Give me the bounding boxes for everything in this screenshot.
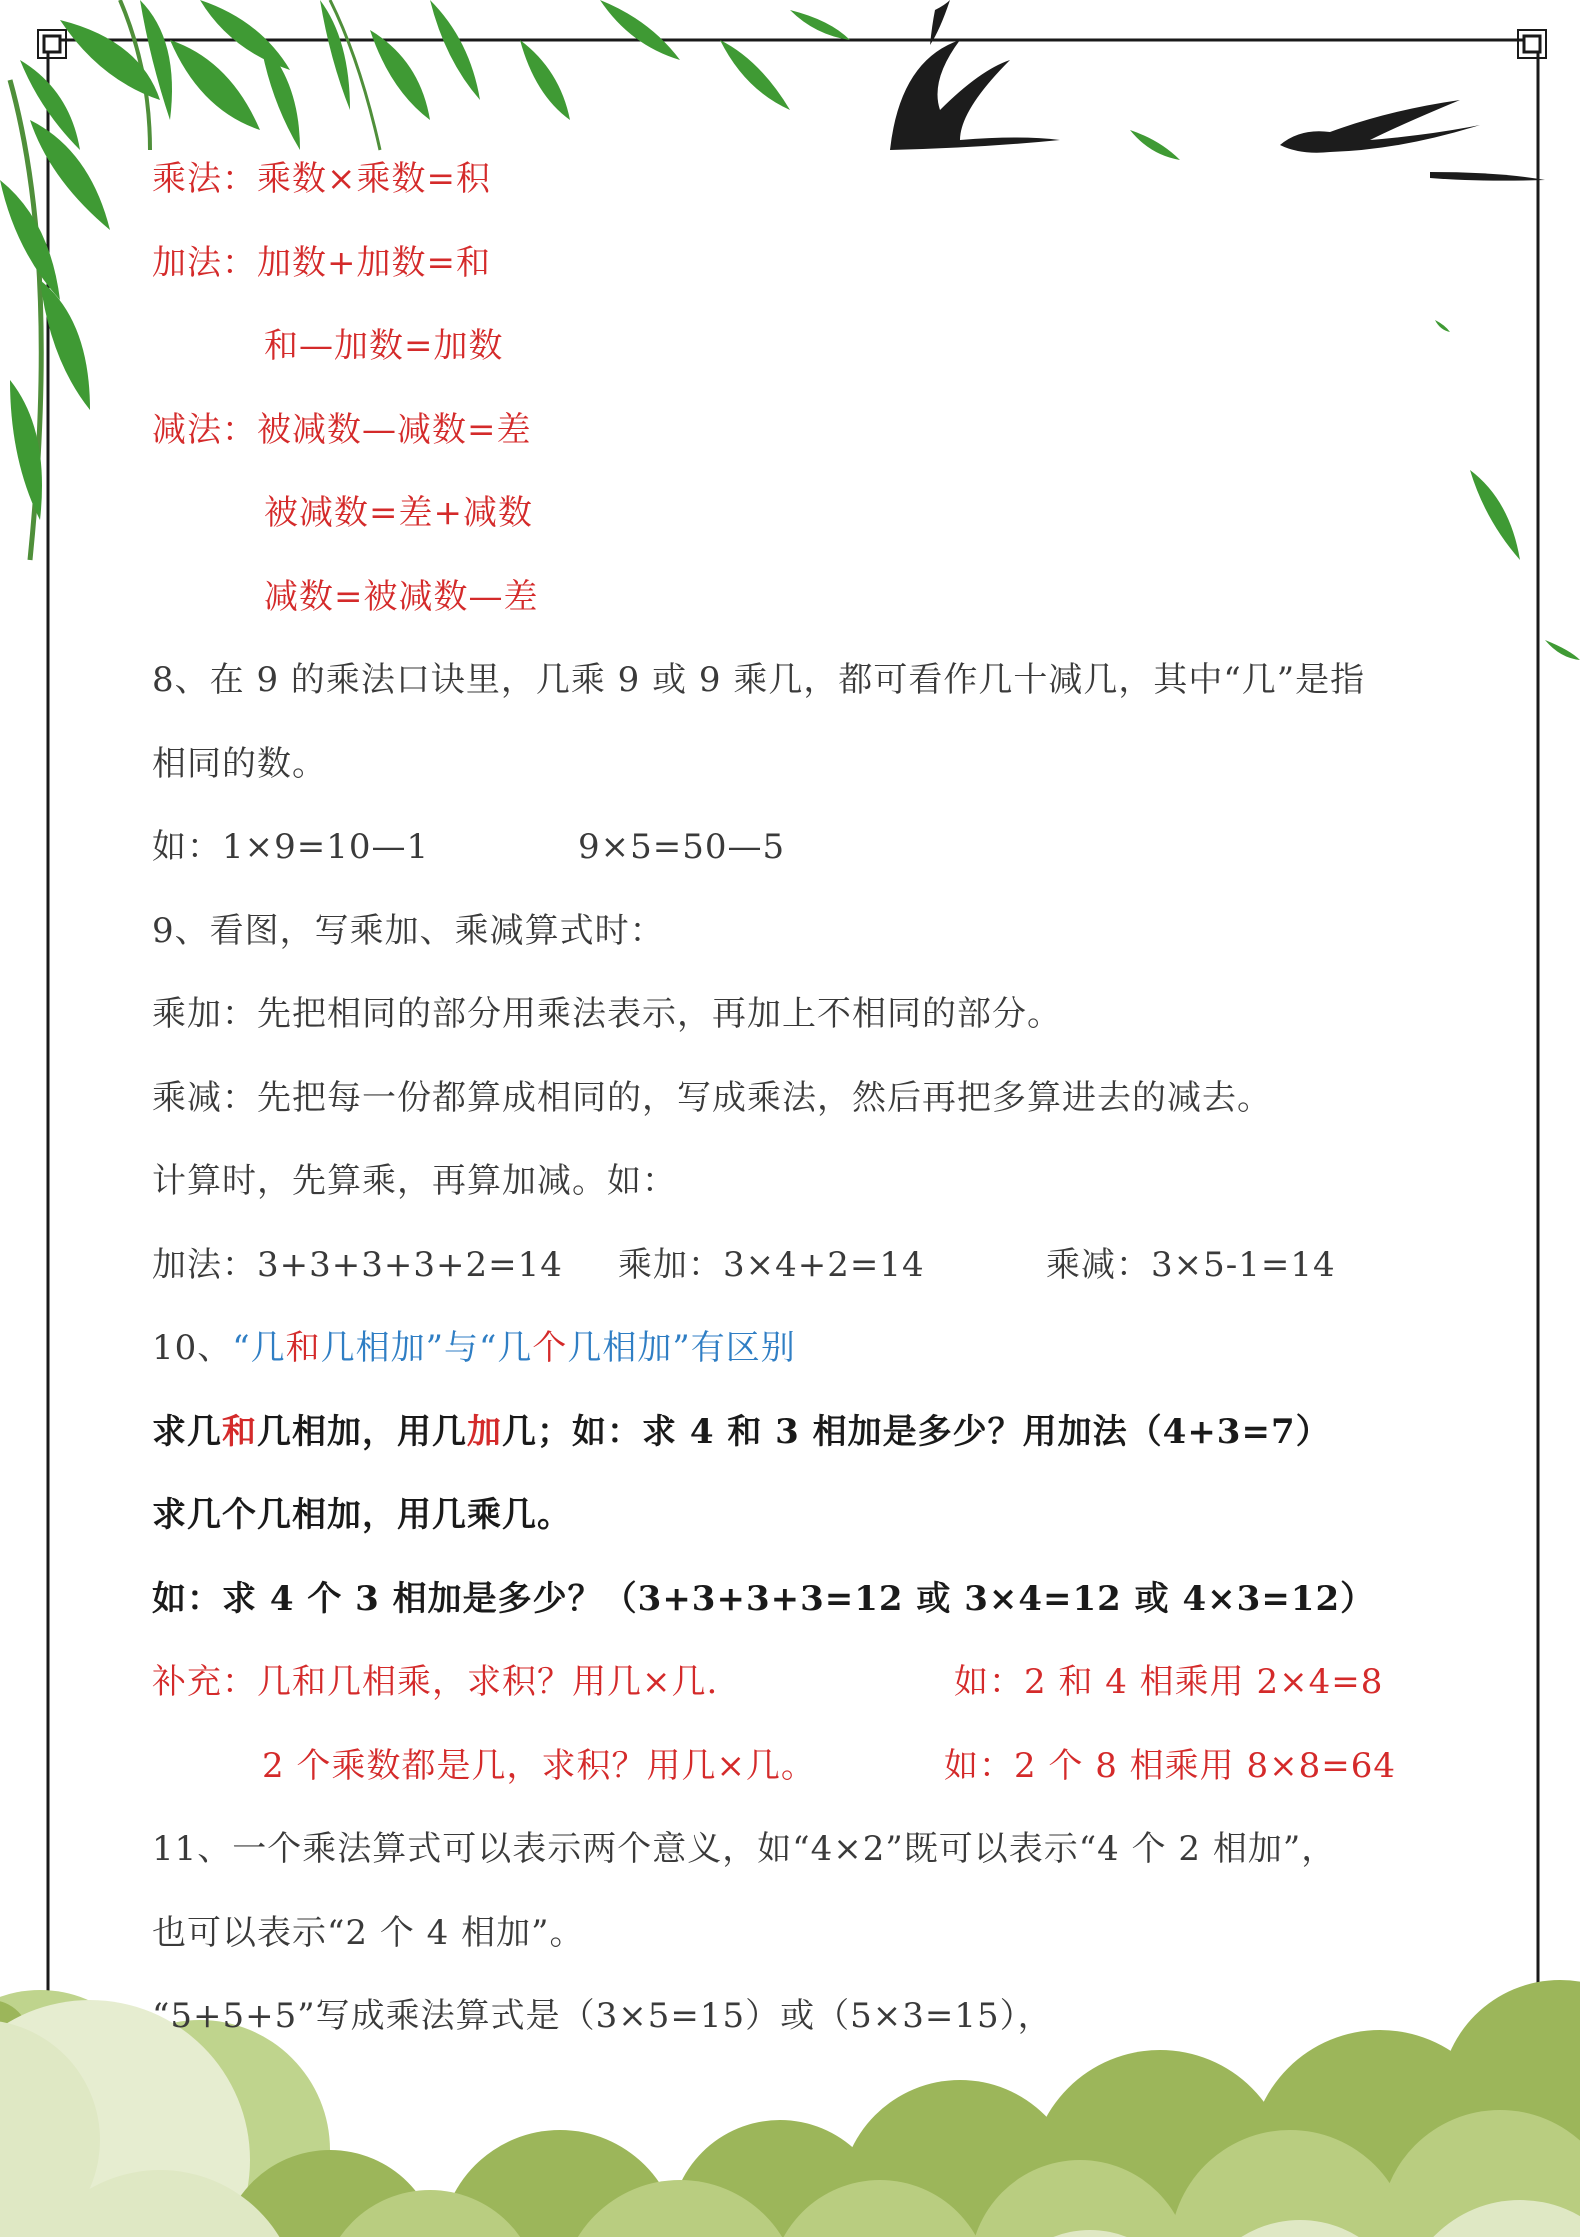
formula-text: 乘数×乘数=积 (257, 159, 491, 199)
item-9-mul-add: 乘加：先把相同的部分用乘法表示，再加上不相同的部分。 (152, 994, 1062, 1034)
formula-text: 减数=被减数—差 (264, 576, 539, 617)
subtraction-formula-3 (152, 556, 1452, 640)
formula-label: 加法： (152, 242, 257, 283)
subtraction-formula-2 (152, 472, 1452, 556)
item-10-title (152, 1307, 1452, 1391)
supplement-example: 如：2 和 4 相乘用 2×4=8 (954, 1662, 1384, 1702)
item-10-supplement-2 (152, 1725, 1452, 1809)
formula-label: 乘法： (152, 159, 257, 199)
title-part: 几相加”与“几 (320, 1328, 533, 1368)
item-11-line-1: 11、一个乘法算式可以表示两个意义，如“4×2”既可以表示“4 个 2 相加”， (152, 1829, 1337, 1869)
supplement-text: 补充：几和几相乘，求积？用几×几. (152, 1662, 719, 1702)
example-mul-sub: 乘减：3×5-1=14 (1046, 1244, 1336, 1285)
example-mul-add: 乘加：3×4+2=14 (618, 1244, 925, 1285)
item-8-line-1: 8、在 9 的乘法口诀里，几乘 9 或 9 乘几，都可看作几十减几，其中“几”是指 (152, 660, 1366, 700)
content-area (152, 138, 1452, 2059)
addition-formula (152, 222, 1452, 306)
item-10-rule-3: 如：求 4 个 3 相加是多少？（3+3+3+3=12 或 3×4=12 或 4×3=12） (152, 1578, 1376, 1619)
example-add: 加法：3+3+3+3+2=14 (152, 1244, 563, 1285)
supplement-text: 2 个乘数都是几，求积？用几×几。 (262, 1745, 816, 1786)
item-9-order: 计算时，先算乘，再算加减。如： (152, 1161, 677, 1201)
item-10-supplement-1 (152, 1641, 1452, 1725)
item-9-title: 9、看图，写乘加、乘减算式时： (152, 910, 665, 951)
item-9-mul-sub: 乘减：先把每一份都算成相同的，写成乘法，然后再把多算进去的减去。 (152, 1077, 1272, 1118)
rule-highlight: 和 (222, 1411, 257, 1452)
formula-text: 和—加数=加数 (264, 326, 504, 366)
example-a: 如：1×9=10—1 (152, 827, 430, 867)
rule-text: 求几 (152, 1411, 222, 1452)
title-highlight: 个 (532, 1328, 568, 1368)
supplement-example: 如：2 个 8 相乘用 8×8=64 (944, 1745, 1396, 1786)
rule-text: 几；如：求 4 和 3 相加是多少？用加法（4+3=7） (502, 1411, 1331, 1452)
item-8-examples (152, 806, 1452, 890)
item-8-line-2: 相同的数。 (152, 743, 327, 784)
item-10-rule-2: 求几个几相加，用几乘几。 (152, 1495, 572, 1535)
rule-highlight: 加 (467, 1411, 502, 1452)
multiplication-formula (152, 138, 1452, 222)
item-9-examples (152, 1224, 1452, 1308)
title-part: 几相加”有区别 (567, 1328, 796, 1368)
formula-text: 被减数—减数=差 (257, 409, 532, 450)
formula-text: 加数+加数=和 (257, 242, 491, 283)
title-highlight: 和 (285, 1328, 321, 1368)
subtraction-formula (152, 389, 1452, 473)
item-11-line-3: “5+5+5”写成乘法算式是（3×5=15）或（5×3=15）， (152, 1996, 1053, 2036)
formula-text: 被减数=差+减数 (264, 493, 533, 533)
item-number: 10、 (152, 1328, 233, 1368)
title-part: “几 (232, 1328, 286, 1368)
formula-label: 减法： (152, 409, 257, 450)
rule-text: 几相加，用几 (257, 1411, 467, 1452)
item-10-rule-1 (152, 1391, 1452, 1475)
example-b: 9×5=50—5 (578, 827, 786, 867)
item-11-line-2: 也可以表示“2 个 4 相加”。 (152, 1912, 585, 1953)
addition-formula-2 (152, 305, 1452, 389)
